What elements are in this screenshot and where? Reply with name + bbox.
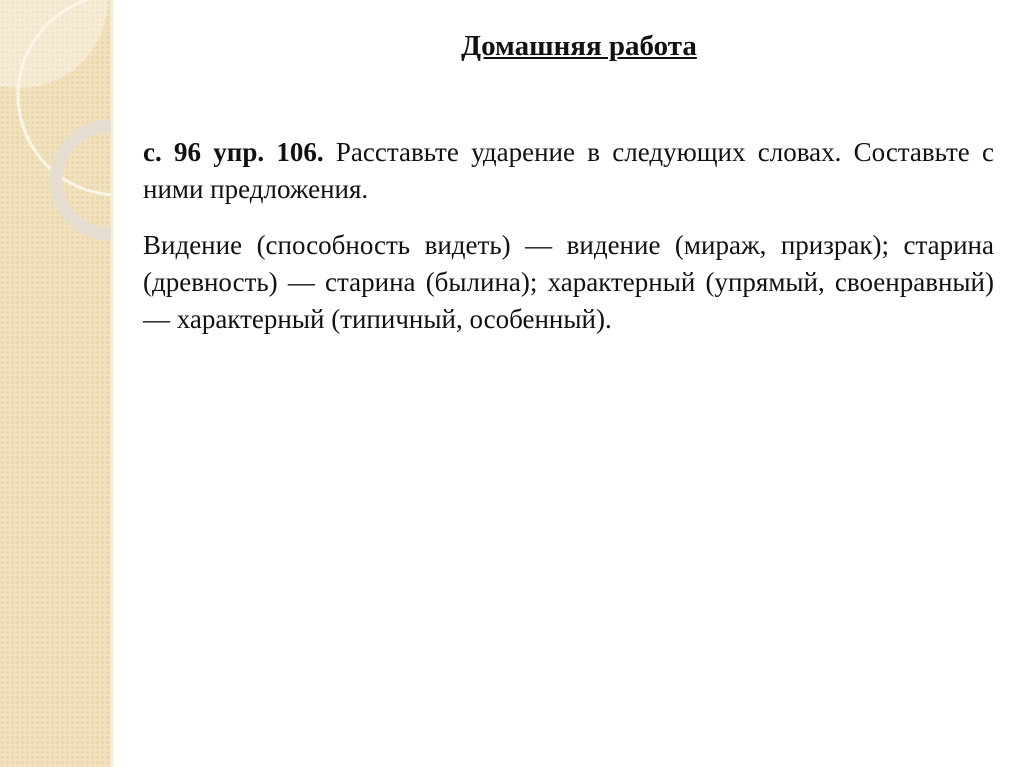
task-text: Расставьте ударение в следующих словах. Составьте с ними предложения. xyxy=(143,137,994,204)
decorative-side-band xyxy=(0,0,111,767)
band-edge xyxy=(111,0,114,767)
task-paragraph xyxy=(143,134,994,208)
slide-title: Домашняя работа xyxy=(461,30,697,62)
circles-decoration-icon xyxy=(0,0,111,767)
task-reference: с. 96 упр. 106. xyxy=(143,137,324,167)
words-paragraph: Видение (способность видеть) — видение (мираж, призрак); старина (древность) — старина (былина); характерный (упрямый, своенравный) — характерный (типичный, особенный). xyxy=(143,230,994,334)
slide-body xyxy=(143,134,994,357)
